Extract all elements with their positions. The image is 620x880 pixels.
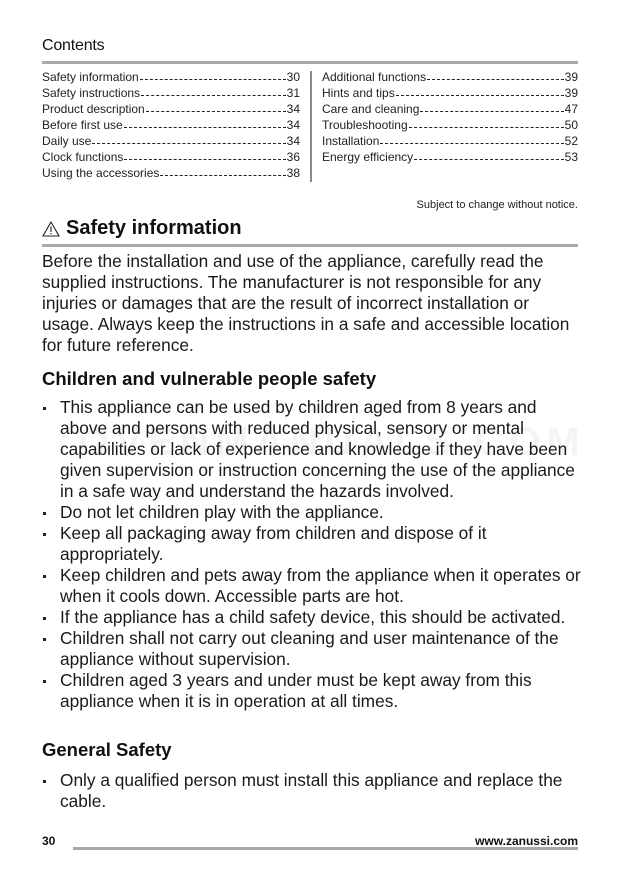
- bullet-icon: [43, 680, 46, 683]
- list-item: Only a qualified person must install this appliance and replace the cable.: [42, 770, 582, 812]
- list-item: Children aged 3 years and under must be kept away from this appliance when it is in operation at all times.: [42, 670, 582, 712]
- toc-leader: [140, 71, 286, 80]
- bullet-icon: [43, 638, 46, 641]
- toc-page: 39: [564, 70, 578, 84]
- section-divider: [42, 244, 578, 247]
- toc-page: 31: [286, 86, 300, 100]
- toc-entry-using-the-accessories[interactable]: [42, 165, 300, 181]
- toc-page: 47: [564, 102, 578, 116]
- toc-page: 36: [286, 150, 300, 164]
- contents-divider: [42, 61, 578, 64]
- toc-leader: [124, 119, 286, 128]
- list-item: If the appliance has a child safety device, this should be activated.: [42, 607, 582, 628]
- toc-leader: [160, 167, 285, 176]
- toc-entry-safety-information[interactable]: [42, 69, 300, 85]
- toc-leader: [409, 119, 564, 128]
- toc-label: Hints and tips: [322, 86, 395, 100]
- toc-page: 34: [286, 118, 300, 132]
- toc-label: Energy efficiency: [322, 150, 414, 164]
- toc-entry-troubleshooting[interactable]: [322, 117, 578, 133]
- list-item: Keep children and pets away from the appliance when it operates or when it cools down. Accessible parts are hot.: [42, 565, 582, 607]
- toc-column-divider: [310, 71, 312, 182]
- toc-leader: [414, 151, 563, 160]
- toc-label: Installation: [322, 134, 380, 148]
- bullet-icon: [43, 780, 46, 783]
- toc-leader: [146, 103, 286, 112]
- toc-label: Troubleshooting: [322, 118, 408, 132]
- general-safety-list: [42, 770, 582, 812]
- toc-entry-additional-functions[interactable]: [322, 69, 578, 85]
- toc-label: Safety instructions: [42, 86, 141, 100]
- toc-label: Safety information: [42, 70, 139, 84]
- footer-website-link[interactable]: www.zanussi.com: [475, 834, 578, 848]
- toc-page: 30: [286, 70, 300, 84]
- subheading-children-safety: Children and vulnerable people safety: [42, 368, 377, 389]
- toc-page: 38: [286, 166, 300, 180]
- list-item: Do not let children play with the appliance.: [42, 502, 582, 523]
- toc-entry-installation[interactable]: [322, 133, 578, 149]
- toc-label: Care and cleaning: [322, 102, 420, 116]
- toc-page: 34: [286, 134, 300, 148]
- toc-label: Product description: [42, 102, 145, 116]
- toc-leader: [427, 71, 564, 80]
- children-safety-list: [42, 397, 582, 712]
- toc-page: 50: [564, 118, 578, 132]
- list-item: This appliance can be used by children aged from 8 years and above and persons with reduced physical, sensory or mental capabilities or lack of experience and knowledge if they have been given supervision or instruction concerning the use of the appliance in a safe way and understand the hazards involved.: [42, 397, 582, 502]
- bullet-icon: [43, 533, 46, 536]
- list-item: Keep all packaging away from children and dispose of it appropriately.: [42, 523, 582, 565]
- toc-label: Clock functions: [42, 150, 124, 164]
- bullet-icon: [43, 617, 46, 620]
- toc-entry-product-description[interactable]: [42, 101, 300, 117]
- warning-triangle-icon: [42, 221, 60, 237]
- contents-title: Contents: [42, 37, 105, 54]
- section-title: Safety information: [66, 217, 242, 239]
- toc-page: 53: [564, 150, 578, 164]
- bullet-icon: [43, 512, 46, 515]
- subject-to-change-note: Subject to change without notice.: [416, 199, 578, 211]
- safety-intro-paragraph: Before the installation and use of the appliance, carefully read the supplied instructions. The manufacturer is not responsible for any injuries or damages that are the result of incorrect installation or usage. Always keep the instructions in a safe and accessible location for future reference.: [42, 251, 570, 355]
- toc-entry-hints-and-tips[interactable]: [322, 85, 578, 101]
- toc-entry-clock-functions[interactable]: [42, 149, 300, 165]
- toc-label: Additional functions: [322, 70, 427, 84]
- toc-leader: [396, 87, 564, 96]
- toc-page: 39: [564, 86, 578, 100]
- toc-label: Before first use: [42, 118, 123, 132]
- toc-page: 52: [564, 134, 578, 148]
- footer-page-number: 30: [42, 834, 56, 848]
- toc-right-column: [322, 69, 578, 165]
- toc-leader: [92, 135, 285, 144]
- toc-leader: [141, 87, 286, 96]
- section-heading-safety-information: [42, 217, 242, 240]
- toc-label: Using the accessories: [42, 166, 160, 180]
- toc-entry-safety-instructions[interactable]: [42, 85, 300, 101]
- subheading-general-safety: General Safety: [42, 739, 172, 760]
- toc-entry-care-and-cleaning[interactable]: [322, 101, 578, 117]
- toc-page: 34: [286, 102, 300, 116]
- toc-entry-daily-use[interactable]: [42, 133, 300, 149]
- bullet-icon: [43, 407, 46, 410]
- bullet-icon: [43, 575, 46, 578]
- toc-leader: [380, 135, 563, 144]
- toc-label: Daily use: [42, 134, 92, 148]
- toc-entry-before-first-use[interactable]: [42, 117, 300, 133]
- toc-left-column: [42, 69, 300, 181]
- toc-entry-energy-efficiency[interactable]: [322, 149, 578, 165]
- toc-leader: [124, 151, 285, 160]
- list-item: Children shall not carry out cleaning and user maintenance of the appliance without supervision.: [42, 628, 582, 670]
- toc-leader: [420, 103, 563, 112]
